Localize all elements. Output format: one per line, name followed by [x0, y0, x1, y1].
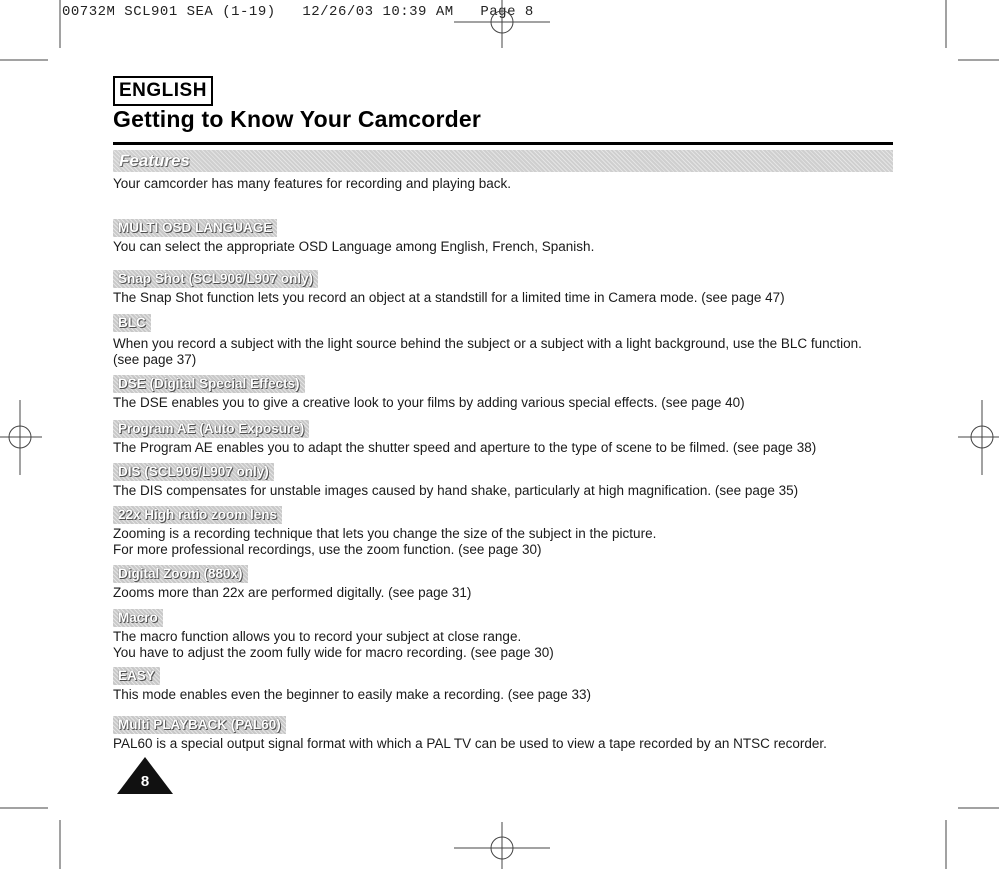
feature-heading: Macro [113, 609, 163, 627]
feature-multi-playback [113, 716, 873, 752]
feature-multi-osd-language [113, 219, 873, 255]
feature-heading: Multi PLAYBACK (PAL60) [113, 716, 286, 734]
feature-heading: Snap Shot (SCL906/L907 only) [113, 270, 318, 288]
feature-description: Zooming is a recording technique that lets you change the size of the subject in the picture. [113, 526, 657, 541]
feature-digital-zoom [113, 565, 873, 601]
feature-dis [113, 463, 873, 499]
feature-description: This mode enables even the beginner to easily make a recording. (see page 33) [113, 687, 592, 702]
feature-description: You can select the appropriate OSD Language among English, French, Spanish. [113, 239, 595, 254]
feature-heading: DIS (SCL906/L907 only) [113, 463, 274, 481]
intro-text: Your camcorder has many features for recording and playing back. [113, 176, 511, 191]
feature-description: The Program AE enables you to adapt the shutter speed and aperture to the type of scene to be filmed. (see page 38) [113, 440, 817, 455]
feature-description: The DIS compensates for unstable images caused by hand shake, particularly at high magnification. (see page 35) [113, 483, 799, 498]
feature-easy [113, 667, 873, 703]
feature-heading: EASY [113, 667, 160, 685]
feature-description: When you record a subject with the light source behind the subject or a subject with a light background, use the BLC function. [113, 336, 862, 351]
feature-heading: DSE (Digital Special Effects) [113, 375, 305, 393]
feature-zoom-lens [113, 506, 873, 558]
page-number-badge [115, 755, 175, 795]
feature-heading: Digital Zoom (880x) [113, 565, 248, 583]
feature-heading: MULTI OSD LANGUAGE [113, 219, 277, 237]
feature-description: (see page 37) [113, 352, 197, 367]
feature-description: For more professional recordings, use the zoom function. (see page 30) [113, 542, 542, 557]
title-rule [113, 142, 893, 145]
feature-blc [113, 314, 873, 368]
feature-description: The Snap Shot function lets you record an object at a standstill for a limited time in Camera mode. (see page 47) [113, 290, 785, 305]
feature-description: The macro function allows you to record your subject at close range. [113, 629, 522, 644]
feature-program-ae [113, 420, 873, 456]
feature-description: Zooms more than 22x are performed digitally. (see page 31) [113, 585, 472, 600]
feature-heading: 22x High ratio zoom lens [113, 506, 282, 524]
feature-heading: BLC [113, 314, 151, 332]
page-title: Getting to Know Your Camcorder [113, 106, 482, 132]
language-badge: ENGLISH [113, 76, 213, 106]
feature-heading: Program AE (Auto Exposure) [113, 420, 309, 438]
feature-snap-shot [113, 270, 873, 306]
feature-description: You have to adjust the zoom fully wide for macro recording. (see page 30) [113, 645, 554, 660]
section-title: Features [119, 151, 190, 170]
feature-description: The DSE enables you to give a creative look to your films by adding various special effects. (see page 40) [113, 395, 745, 410]
feature-macro [113, 609, 873, 661]
feature-dse [113, 375, 873, 411]
feature-description: PAL60 is a special output signal format with which a PAL TV can be used to view a tape recorded by an NTSC recorder. [113, 736, 827, 751]
print-header: 00732M SCL901 SEA (1-19) 12/26/03 10:39 AM Page 8 [62, 4, 534, 20]
section-title-bar [113, 150, 893, 172]
page-number: 8 [140, 773, 150, 790]
